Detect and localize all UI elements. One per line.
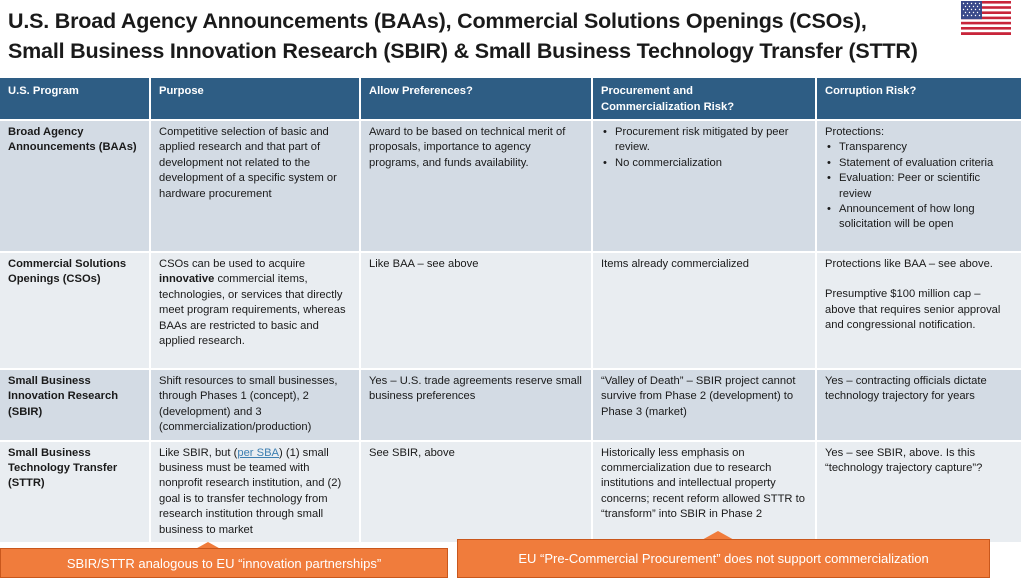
title-line-1: U.S. Broad Agency Announcements (BAAs), Commercial Solutions Openings (CSOs), [8, 9, 867, 33]
list-item: • Evaluation: Peer or scientific review [839, 171, 1013, 202]
us-flag-icon [961, 1, 1011, 35]
cell-purpose [150, 441, 360, 542]
title-line-2: Small Business Innovation Research (SBIR) & Small Business Technology Transfer (STTR) [8, 39, 918, 63]
corruption-text: Presumptive $100 million cap – above that requires senior approval and congressional notification. [825, 288, 1001, 332]
cell-procurement: Items already commercialized [592, 252, 816, 369]
callout-right-text: EU “Pre-Commercial Procurement” does not support commercialization [518, 551, 929, 566]
procurement-list [601, 125, 807, 171]
cell-program: Broad Agency Announcements (BAAs) [0, 120, 150, 252]
table-header-row [0, 78, 1022, 120]
corruption-list [825, 140, 1013, 232]
cell-preferences: Award to be based on technical merit of proposals, importance to agency programs, and funds availability. [360, 120, 592, 252]
cell-corruption: Yes – see SBIR, above. Is this “technology trajectory capture”? [816, 441, 1022, 542]
header-procurement-line-1: Procurement and [601, 85, 694, 97]
list-item: • Statement of evaluation criteria [839, 156, 1013, 171]
cell-program: Commercial Solutions Openings (CSOs) [0, 252, 150, 369]
corruption-intro: Protections: [825, 126, 885, 138]
list-item: • No commercialization [615, 156, 807, 171]
header-procurement-line-2: Commercialization Risk? [601, 100, 735, 113]
cell-program: Small Business Innovation Research (SBIR) [0, 369, 150, 441]
cell-preferences: Yes – U.S. trade agreements reserve small business preferences [360, 369, 592, 441]
cell-corruption: Yes – contracting officials dictate technology trajectory for years [816, 369, 1022, 441]
table-row [0, 441, 1022, 542]
cell-purpose: Competitive selection of basic and applied research and that part of development not related to the development of a specific system or hardware procurement [150, 120, 360, 252]
cell-procurement [592, 120, 816, 252]
cell-procurement: Historically less emphasis on commercialization due to research institutions and intellectual property concerns; recent reform allowed STTR to “transform” into SBIR in Phase 2 [592, 441, 816, 542]
purpose-text: CSOs can be used to acquire [159, 258, 306, 270]
cell-procurement: “Valley of Death” – SBIR project cannot survive from Phase 2 (development) to Phase 3 (market) [592, 369, 816, 441]
header-program: U.S. Program [0, 78, 150, 120]
callout-left-text: SBIR/STTR analogous to EU “innovation partnerships” [66, 555, 382, 571]
callout-pre-commercial-procurement [457, 539, 990, 578]
header-preferences: Allow Preferences? [360, 78, 592, 120]
table-row [0, 252, 1022, 369]
list-item: • Announcement of how long solicitation will be open [839, 202, 1013, 233]
page-title [8, 6, 958, 66]
purpose-text: commercial items, technologies, or services that directly meet program requirements, whereas BAAs are restricted to basic and applied research. [159, 273, 346, 348]
list-item: • Transparency [839, 140, 1013, 155]
purpose-text: Like SBIR, but ( [159, 446, 238, 459]
table-row [0, 120, 1022, 252]
header-purpose: Purpose [150, 78, 360, 120]
header-procurement [592, 78, 816, 120]
table-row [0, 369, 1022, 441]
cell-corruption [816, 120, 1022, 252]
list-item: • Procurement risk mitigated by peer review. [615, 125, 807, 156]
program-comparison-table [0, 78, 1023, 542]
purpose-emphasis: innovative [159, 273, 215, 286]
cell-preferences: See SBIR, above [360, 441, 592, 542]
callout-innovation-partnerships [0, 548, 448, 578]
corruption-text: Protections like BAA – see above. [825, 258, 993, 270]
cell-purpose: Shift resources to small businesses, through Phases 1 (concept), 2 (development) and 3 (commercialization/production) [150, 369, 360, 441]
cell-program: Small Business Technology Transfer (STTR) [0, 441, 150, 542]
per-sba-link[interactable]: per SBA [237, 446, 280, 459]
purpose-text: ) (1) small business must be teamed with nonprofit research institution, and (2) goal is to transfer technology from research institution through small business to market [159, 446, 342, 536]
header-corruption: Corruption Risk? [816, 78, 1022, 120]
cell-preferences: Like BAA – see above [360, 252, 592, 369]
cell-corruption [816, 252, 1022, 369]
cell-purpose [150, 252, 360, 369]
